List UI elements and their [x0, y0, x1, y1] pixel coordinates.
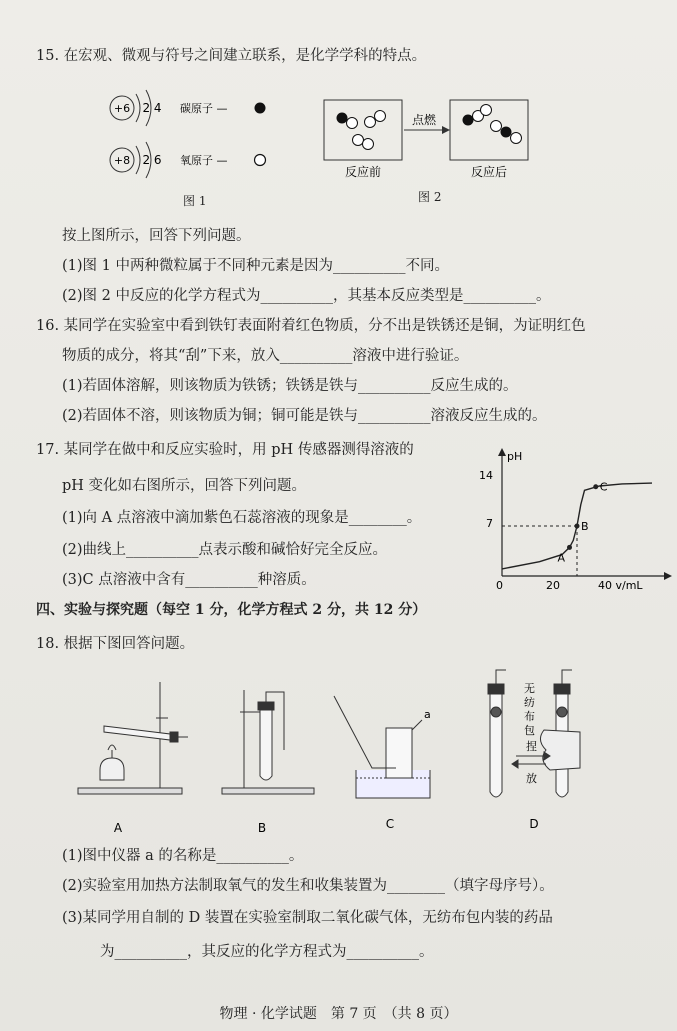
point-label-c: C — [599, 480, 608, 494]
x-tick-0: 0 — [496, 579, 503, 592]
q17-sub1: (1)向 A 点溶液中滴加紫色石蕊溶液的现象是________。 — [62, 510, 422, 526]
figure-1-caption: 图 1 — [183, 194, 207, 208]
figure-apparatus — [60, 660, 620, 850]
arrow-label: 点燃 — [411, 113, 437, 127]
q16-sub1: (1)若固体溶解，则该物质为铁锈；铁锈是铁与__________反应生成的。 — [62, 378, 518, 394]
point-b — [575, 524, 580, 529]
q16-sub2: (2)若固体不溶，则该物质为铜；铜可能是铁与__________溶液反应生成的。 — [62, 408, 547, 424]
apparatus-c — [334, 696, 430, 798]
d-label-c3: 布 — [524, 710, 535, 723]
point-a — [567, 545, 572, 550]
oxygen-nucleus: +8 — [113, 154, 131, 167]
y-axis-label: pH — [507, 450, 523, 463]
q15-stem: 15. 在宏观、微观与符号之间建立联系，是化学学科的特点。 — [36, 48, 427, 64]
q18-stem: 18. 根据下图回答问题。 — [36, 636, 195, 652]
oxygen-shells: 2 6 — [142, 153, 162, 167]
d-label-squeeze: 捏 — [526, 740, 537, 753]
oxygen-atom-symbol — [255, 155, 266, 166]
point-label-a: A — [557, 551, 566, 565]
d-label-c2: 纺 — [524, 696, 535, 709]
figure-1-atom-structure — [100, 80, 300, 200]
q15-prompt: 按上图所示，回答下列问题。 — [62, 228, 251, 244]
section-4-heading: 四、实验与探究题（每空 1 分，化学方程式 2 分，共 12 分） — [36, 602, 427, 618]
apparatus-b — [222, 690, 314, 794]
q18-sub2: (2)实验室用加热方法制取氧气的发生和收集装置为________（填字母序号）。 — [62, 878, 554, 894]
ph-chart — [474, 446, 674, 592]
label-d: D — [529, 817, 539, 831]
q16-line2: 物质的成分，将其“刮”下来，放入__________溶液中进行验证。 — [62, 348, 469, 364]
q18-sub3: (3)某同学用自制的 D 装置在实验室制取二氧化碳气体，无纺布包内装的药品 — [62, 910, 553, 926]
q15-sub1: (1)图 1 中两种微粒属于不同种元素是因为__________不同。 — [62, 258, 449, 274]
before-label: 反应前 — [344, 165, 382, 179]
page-footer: 物理 · 化学试题 第 7 页 （共 8 页） — [219, 1006, 458, 1022]
q18-sub1: (1)图中仪器 a 的名称是__________。 — [62, 848, 304, 864]
point-label-b: B — [581, 520, 589, 533]
label-instrument-a: a — [424, 708, 431, 721]
q17-line1: 17. 某同学在做中和反应实验时，用 pH 传感器测得溶液的 — [36, 442, 414, 458]
q15-sub2: (2)图 2 中反应的化学方程式为__________，其基本反应类型是__________。 — [62, 288, 551, 304]
label-a: A — [113, 821, 123, 835]
label-c: C — [385, 817, 395, 831]
q17-line2: pH 变化如右图所示，回答下列问题。 — [62, 478, 307, 494]
label-b: B — [257, 821, 267, 835]
figure-2-caption: 图 2 — [418, 190, 442, 204]
carbon-nucleus: +6 — [113, 102, 131, 115]
x-tick-40: 40 v/mL — [598, 579, 643, 592]
figure-2-reaction — [318, 96, 533, 188]
oxygen-label: 氧原子 — — [180, 154, 228, 167]
d-label-c4: 包 — [524, 724, 535, 737]
y-tick-14: 14 — [479, 469, 493, 482]
d-label-release: 放 — [526, 772, 537, 785]
point-c — [593, 484, 598, 489]
d-label-c1: 无 — [524, 682, 535, 695]
q18-sub3-cont: 为__________，其反应的化学方程式为__________。 — [100, 944, 434, 960]
after-label: 反应后 — [470, 165, 508, 179]
q16-line1: 16. 某同学在实验室中看到铁钉表面附着红色物质，分不出是铁锈还是铜，为证明红色 — [36, 318, 586, 334]
q17-sub3: (3)C 点溶液中含有__________种溶质。 — [62, 572, 316, 588]
q17-sub2: (2)曲线上__________点表示酸和碱恰好完全反应。 — [62, 542, 388, 558]
carbon-label: 碳原子 — — [180, 102, 228, 115]
x-tick-20: 20 — [546, 579, 560, 592]
y-tick-7: 7 — [486, 517, 493, 530]
carbon-atom-symbol — [255, 103, 266, 114]
carbon-shells: 2 4 — [142, 101, 162, 115]
apparatus-a — [78, 682, 188, 794]
